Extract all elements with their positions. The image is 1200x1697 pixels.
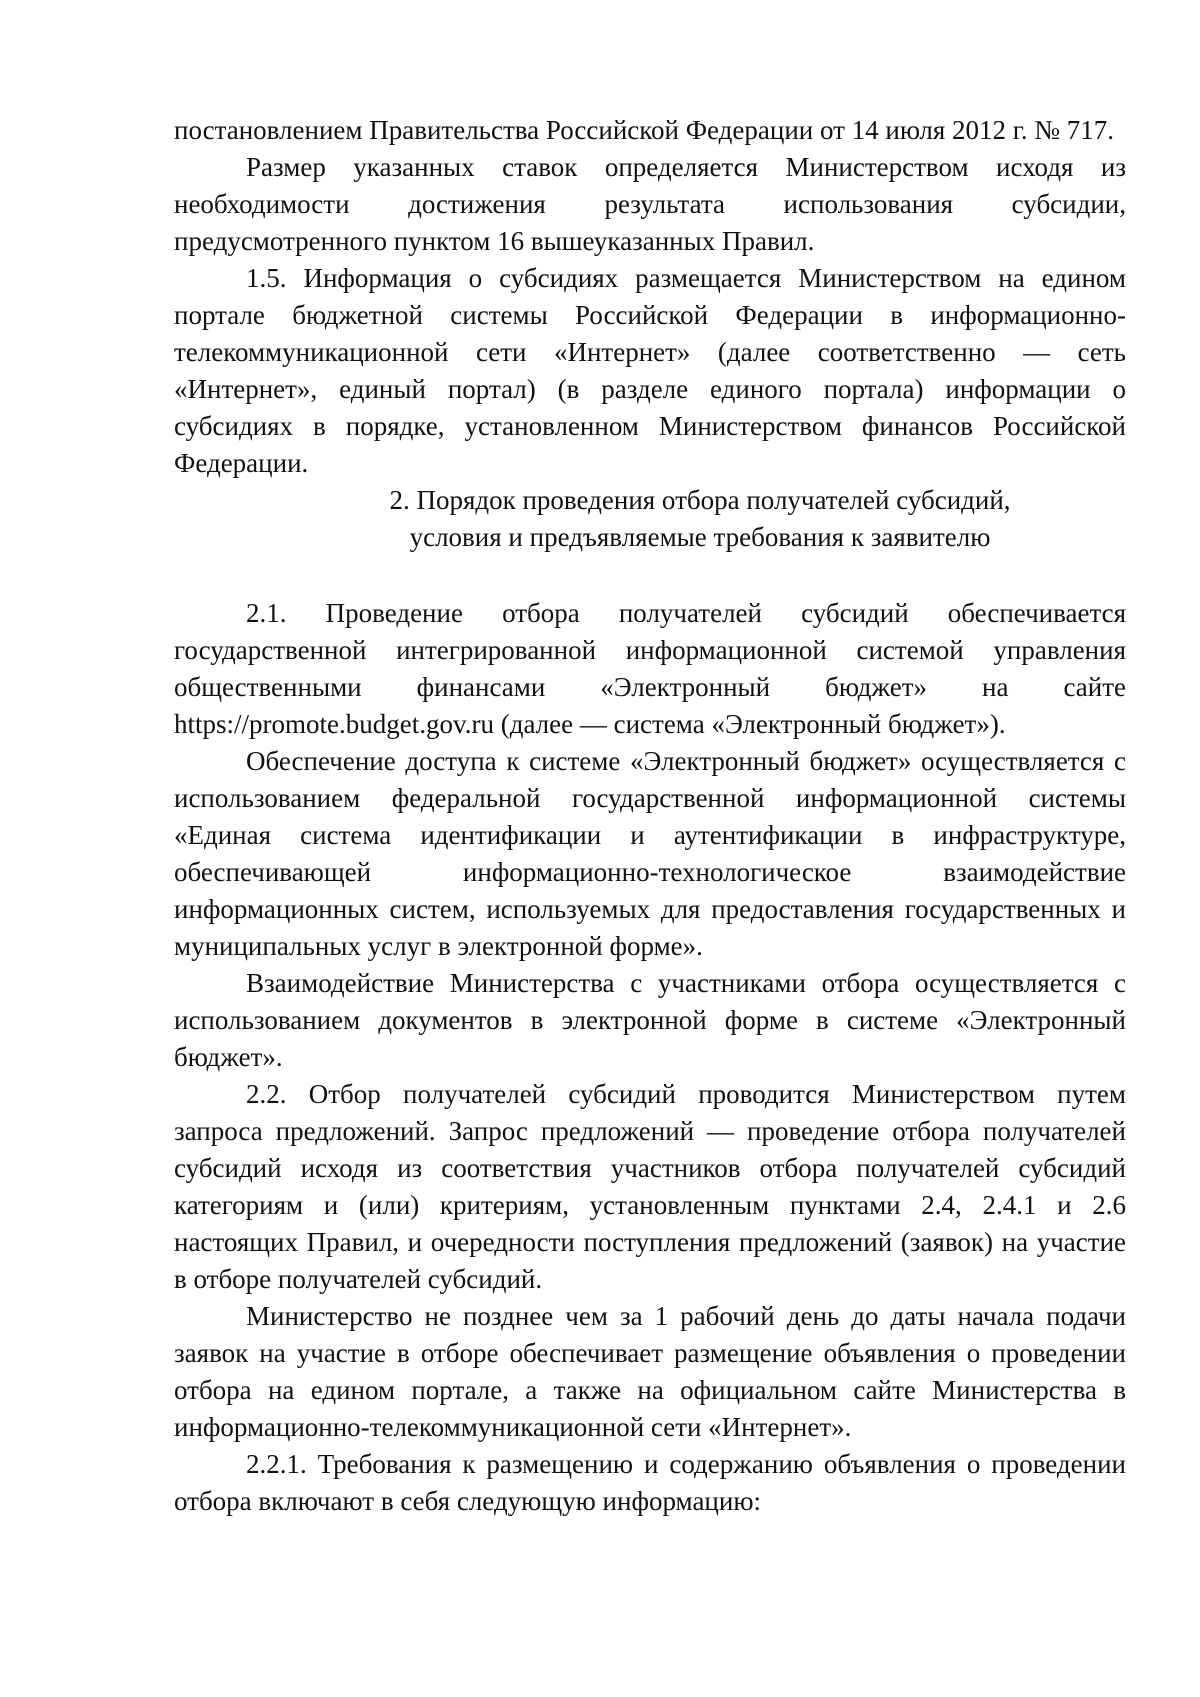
paragraph-announcement: Министерство не позднее чем за 1 рабочий день до даты начала подачи заявок на участие в отборе обеспечивает размещение объявления о проведении отбора на едином портале, а также на официальном сайте Министерства в информационно-телекоммуникационной сети «Интернет». bbox=[174, 1301, 1126, 1442]
paragraph-rate-size: Размер указанных ставок определяется Министерством исходя из необходимости достижения результата использования субсидии, предусмотренного пунктом 16 вышеуказанных Правил. bbox=[174, 152, 1126, 256]
paragraph-access: Обеспечение доступа к системе «Электронный бюджет» осуществляется с использованием федеральной государственной информационной системы «Единая система идентификации и аутентификации в инфраструктуре, обеспечивающей информационно-технологическое взаимодействие информационных систем, используемых для предоставления государственных и муниципальных услуг в электронной форме». bbox=[174, 746, 1126, 961]
section-heading-line-2: условия и предъявляемые требования к заявителю bbox=[409, 522, 991, 552]
paragraph-2-2-1: 2.2.1. Требования к размещению и содержанию объявления о проведении отбора включают в себя следующую информацию: bbox=[174, 1449, 1126, 1516]
section-heading bbox=[174, 482, 1126, 556]
paragraph-2-2: 2.2. Отбор получателей субсидий проводится Министерством путем запроса предложений. Запрос предложений — проведение отбора получателей субсидий исходя из соответствия участников отбора получателей субсидий категориям и (или) критериям, установленным пунктами 2.4, 2.4.1 и 2.6 настоящих Правил, и очередности поступления предложений (заявок) на участие в отборе получателей субсидий. bbox=[174, 1079, 1126, 1294]
section-heading-line-1: 2. Порядок проведения отбора получателей субсидий, bbox=[389, 485, 1011, 515]
paragraph-interaction: Взаимодействие Министерства с участниками отбора осуществляется с использованием документов в электронной форме в системе «Электронный бюджет». bbox=[174, 968, 1126, 1072]
document-body bbox=[174, 112, 1126, 1520]
paragraph-1-5: 1.5. Информация о субсидиях размещается Министерством на едином портале бюджетной системы Российской Федерации в информационно-телекоммуникационной сети «Интернет» (далее соответственно — сеть «Интернет», единый портал) (в разделе единого портала) информации о субсидиях в порядке, установленном Министерством финансов Российской Федерации. bbox=[174, 263, 1126, 478]
paragraph-2-1: 2.1. Проведение отбора получателей субсидий обеспечивается государственной интегрированной информационной системой управления общественными финансами «Электронный бюджет» на сайте https://promote.budget.gov.ru (далее — система «Электронный бюджет»). bbox=[174, 598, 1126, 739]
paragraph-continuation: постановлением Правительства Российской Федерации от 14 июля 2012 г. № 717. bbox=[174, 115, 1115, 145]
